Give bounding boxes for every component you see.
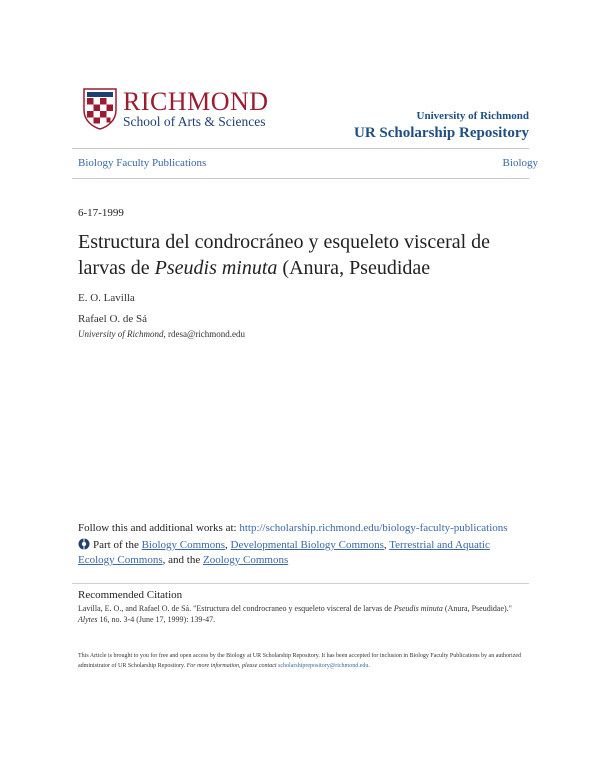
part-of-commons: [78, 538, 528, 568]
citation-part-2: (Anura, Pseudidae).": [442, 604, 512, 613]
separator: , and the: [162, 554, 203, 566]
repo-university: University of Richmond: [416, 110, 529, 122]
notice-end: .: [368, 663, 370, 669]
citation-text: [78, 603, 528, 625]
contact-email-link[interactable]: scholarshiprepository@richmond.edu: [278, 663, 369, 669]
recommended-citation-heading: Recommended Citation: [78, 589, 183, 601]
zoology-commons-link[interactable]: Zoology Commons: [202, 554, 289, 566]
separator: ,: [225, 539, 231, 551]
citation-journal: Alytes: [78, 615, 98, 624]
brand-name: RICHMOND: [123, 87, 269, 116]
divider-nav: [72, 178, 529, 179]
richmond-logo[interactable]: [83, 88, 273, 134]
citation-part-3: 16, no. 3-4 (June 17, 1999): 139-47.: [97, 615, 216, 624]
commons-network-icon: [78, 538, 90, 550]
follow-line: [78, 522, 508, 534]
citation-part-1: Lavilla, E. O., and Rafael O. de Sá. "Estructura del condrocraneo y esqueleto visceral de larvas de: [78, 604, 394, 613]
notice-contact-text: For more information, please contact: [186, 663, 277, 669]
collection-link[interactable]: Biology Faculty Publications: [78, 157, 207, 169]
author-2: Rafael O. de Sá: [78, 313, 148, 325]
citation-species: Pseudis minuta: [393, 604, 443, 613]
title-part-2: (Anura, Pseudidae: [277, 257, 431, 279]
brand-school-line: School of Arts & Sciences: [123, 114, 266, 129]
part-of-text: Part of the: [93, 539, 142, 551]
affiliation-name: University of Richmond: [78, 329, 164, 339]
collection-url-link[interactable]: http://scholarship.richmond.edu/biology-faculty-publications: [239, 522, 508, 534]
article-title: [78, 229, 528, 281]
title-species: Pseudis minuta: [154, 257, 278, 279]
department-link[interactable]: Biology: [502, 157, 538, 169]
author-1: E. O. Lavilla: [78, 292, 135, 304]
publication-date: 6-17-1999: [78, 207, 124, 219]
divider-citation: [72, 583, 529, 584]
repo-name: UR Scholarship Repository: [353, 125, 529, 141]
shield-icon: [83, 88, 117, 130]
follow-text: Follow this and additional works at:: [78, 522, 240, 534]
title-part-1: Estructura del condrocráneo y esqueleto visceral de larvas de: [78, 231, 491, 279]
repository-header[interactable]: [354, 110, 529, 143]
developmental-biology-commons-link[interactable]: Developmental Biology Commons: [230, 539, 384, 551]
separator: ,: [383, 539, 390, 551]
biology-commons-link[interactable]: Biology Commons: [141, 539, 226, 551]
access-notice: [78, 651, 530, 671]
terrestrial-aquatic-ecology-commons-link[interactable]: Terrestrial and Aquatic Ecology Commons: [78, 539, 490, 566]
notice-text: This Article is brought to you for free and open access by the Biology at UR Scholarship Repository. It has been accepted for inclusion in Biology Faculty Publications by an authorized administrator of UR Scholarship Repository.: [78, 653, 522, 669]
divider-top: [72, 148, 529, 149]
author-affiliation: [78, 329, 245, 339]
author-email[interactable]: , rdesa@richmond.edu: [163, 329, 245, 339]
